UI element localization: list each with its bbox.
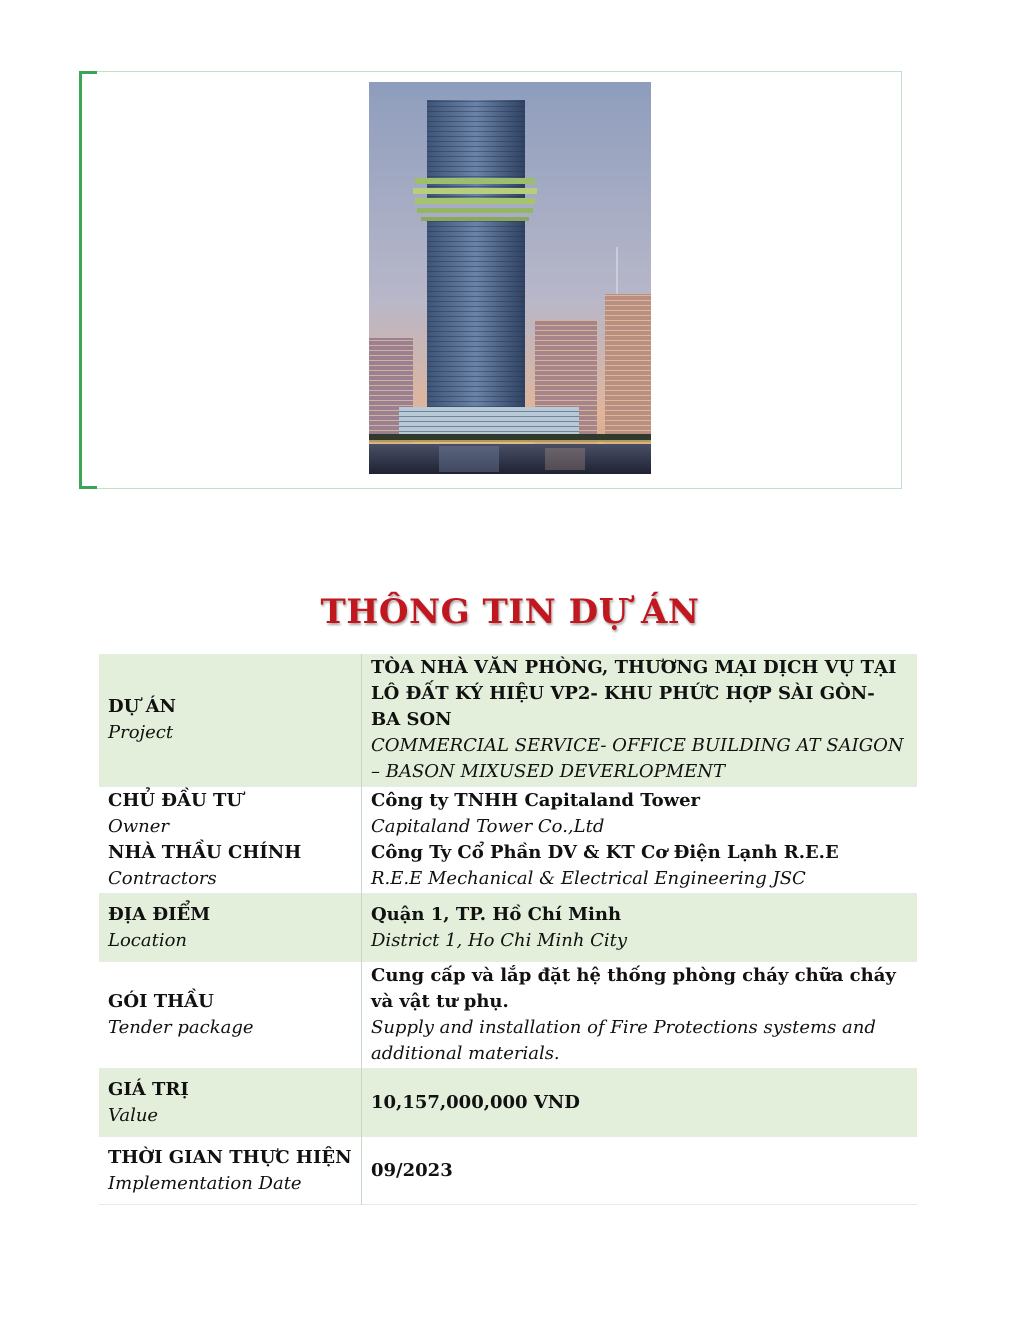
contractor-label: NHÀ THẦU CHÍNH: [108, 842, 302, 863]
label-cell: [99, 1069, 362, 1137]
project-info-table: [99, 654, 917, 1205]
label-cell: [99, 1137, 362, 1205]
tender-label: GÓI THẦU: [108, 991, 214, 1012]
location-label-en: Location: [108, 929, 188, 951]
contract-value: 10,157,000,000 VND: [371, 1091, 580, 1113]
location-value-en: District 1, Ho Chi Minh City: [371, 929, 628, 951]
table-row: [99, 894, 917, 962]
date-label: THỜI GIAN THỰC HIỆN: [108, 1146, 352, 1168]
table-row: [99, 962, 917, 1069]
contractor-label-en: Contractors: [108, 868, 217, 889]
table-row: [99, 787, 917, 894]
contractor-value: Công Ty Cổ Phần DV & KT Cơ Điện Lạnh R.E.E: [371, 842, 839, 863]
location-label: ĐỊA ĐIỂM: [108, 903, 211, 925]
frame-accent: [79, 71, 97, 489]
table-row: [99, 654, 917, 787]
owner-label: CHỦ ĐẦU TƯ: [108, 790, 243, 811]
label-cell: [99, 894, 362, 962]
building-photo: [369, 82, 651, 474]
value-cell: [362, 962, 918, 1069]
label-cell: [99, 962, 362, 1069]
value-label-en: Value: [108, 1104, 159, 1126]
project-label-en: Project: [108, 722, 174, 743]
page-title: THÔNG TIN DỰ ÁN: [320, 592, 700, 632]
project-label: DỰ ÁN: [108, 696, 176, 717]
tender-value: Cung cấp và lắp đặt hệ thống phòng cháy chữa cháy và vật tư phụ.: [371, 965, 896, 1012]
table-row: [99, 1069, 917, 1137]
location-value: Quận 1, TP. Hồ Chí Minh: [371, 903, 622, 925]
project-value: TÒA NHÀ VĂN PHÒNG, THƯƠNG MẠI DỊCH VỤ TẠI LÔ ĐẤT KÝ HIỆU VP2- KHU PHỨC HỢP SÀI GÒN- BA SON: [371, 657, 897, 730]
table-row: [99, 1137, 917, 1205]
implementation-date: 09/2023: [371, 1159, 453, 1181]
owner-label-en: Owner: [108, 816, 170, 837]
value-cell: [362, 1137, 918, 1205]
date-label-en: Implementation Date: [108, 1172, 302, 1194]
owner-value-en: Capitaland Tower Co.,Ltd: [371, 816, 605, 837]
owner-value: Công ty TNHH Capitaland Tower: [371, 790, 701, 811]
label-cell: [99, 654, 362, 787]
value-cell: [362, 654, 918, 787]
tender-value-en: Supply and installation of Fire Protections systems and additional materials.: [371, 1017, 876, 1064]
value-cell: [362, 894, 918, 962]
value-cell: [362, 787, 918, 894]
label-cell: [99, 787, 362, 894]
tender-label-en: Tender package: [108, 1017, 254, 1038]
project-value-en: COMMERCIAL SERVICE- OFFICE BUILDING AT SAIGON – BASON MIXUSED DEVERLOPMENT: [371, 735, 904, 782]
value-label: GIÁ TRỊ: [108, 1078, 189, 1100]
value-cell: [362, 1069, 918, 1137]
contractor-value-en: R.E.E Mechanical & Electrical Engineering JSC: [371, 868, 806, 889]
